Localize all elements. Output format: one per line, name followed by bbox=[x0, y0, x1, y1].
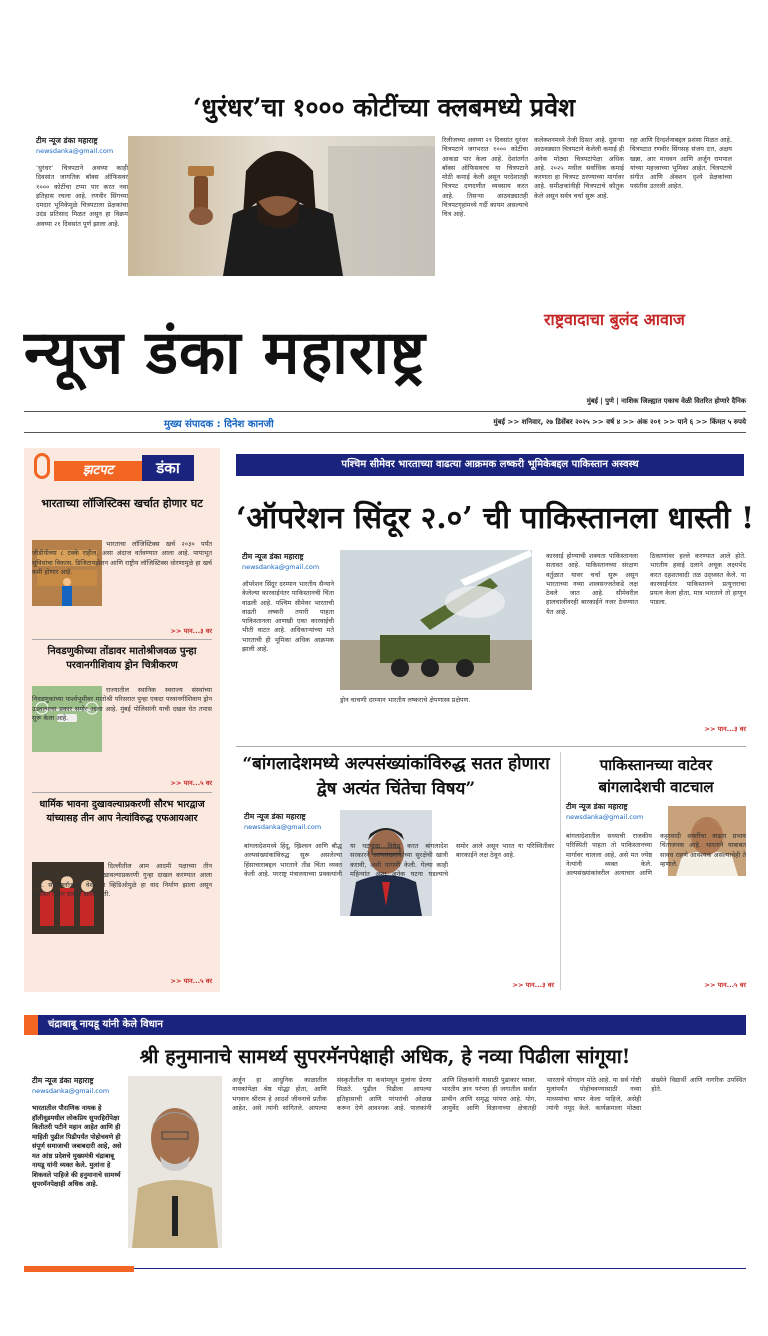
masthead-rule bbox=[24, 411, 746, 412]
main-story-more[interactable]: >> पान...३ वर bbox=[704, 725, 746, 733]
sidebar-divider bbox=[32, 639, 212, 640]
byline-email[interactable]: newsdanka@gmail.com bbox=[36, 147, 114, 155]
kicker-text: चंद्राबाबू नायडू यांनी केले विधान bbox=[48, 1019, 163, 1030]
paperclip-icon bbox=[34, 453, 50, 479]
main-story-col2: कारवाई होण्याची शक्यता पाकिस्तानला सतावत आहे. पाकिस्तानच्या संरक्षण वर्तुळात यावर चर्चा सुरू असून भारताच्या नव्या शस्त्रसज्जतेकडे लक्ष ठेवले जात आहे. सीमेवरील हालचालींवरही बारकाईने नजर ठेवण्यात येत आहे. bbox=[546, 552, 638, 616]
masthead-editor: मुख्य संपादक : दिनेश कानजी bbox=[164, 419, 274, 430]
hanuman-kicker bbox=[24, 1015, 746, 1035]
byline-text: टीम न्यूज डंका महाराष्ट्र bbox=[32, 1076, 94, 1085]
pakistan-body: बांगलादेशातील सध्याची राजकीय परिस्थिती पाहता तो पाकिस्तानच्या मार्गावर चालला आहे, असे मत ज्येष्ठ नेत्यांनी व्यक्त केले. अल्पसंख्यांकांवरील अत्याचार आणि कट्टरवादी शक्तींचा वाढता प्रभाव चिंताजनक आहे. भारताने याबाबत सावध राहणे आवश्यक असल्याचेही ते म्हणाले. bbox=[566, 832, 746, 878]
sidebar-item-2-more[interactable]: >> पान...५ वर bbox=[170, 779, 212, 787]
top-story-col2: रिलीजच्या अवघ्या २१ दिवसांत धुरंधर चित्रपटाने जगभरात १००० कोटींचा आकडा पार केला आहे. देशांतर्गत बॉक्स ऑफिसवरच या चित्रपटाने मोठी कमाई केली असून परदेशातही चित्रपट दणदणीत व्यवसाय करत आहे. तिसऱ्या आठवड्यातही चित्रपटगृहांमध्ये गर्दी कायम असल्याचे चित्र आहे. bbox=[442, 136, 528, 219]
hanuman-body: अर्जुन हा आधुनिक काळातील नायकांपेक्षा श्रेष्ठ योद्धा होता, आणि भगवान श्रीराम हे आदर्श जीवनाचे प्रतीक आहेत, असे त्यांनी सांगितले. आपल्या संस्कृतीतील या कथांमधून मुलांना प्रेरणा मिळते. पुढील पिढीला आपल्या इतिहासाची आणि परंपरांची ओळख करून देणे आवश्यक आहे. पालकांनी आणि शिक्षकांनी यासाठी पुढाकार घ्यावा. भारतीय ज्ञान परंपरा ही जगातील सर्वात प्राचीन आणि समृद्ध परंपरा आहे. योग, आयुर्वेद आणि विज्ञानाच्या क्षेत्रातही भारताचे योगदान मोठे आहे. या सर्व गोष्टी मुलांपर्यंत पोहोचवण्यासाठी नव्या माध्यमांचा वापर केला पाहिजे, असेही त्यांनी नमूद केले. कार्यक्रमाला मोठ्या संख्येने विद्यार्थी आणि नागरिक उपस्थित होते. bbox=[232, 1076, 746, 1112]
bangladesh-headline: “बांगलादेशमध्ये अल्पसंख्यांकांविरुद्ध सतत होणारा द्वेष अत्यंत चिंतेचा विषय” bbox=[242, 754, 550, 799]
sidebar-item-1-headline: भारताच्या लॉजिस्टिक्स खर्चात होणार घट bbox=[41, 497, 203, 510]
main-story-col1: ऑपरेशन सिंदूर दरम्यान भारतीय सैन्याने केलेल्या कारवाईनंतर पाकिस्तानची चिंता वाढली आहे. पश्चिम सीमेवर भारताची वाढती लष्करी तयारी पाहता पाकिस्तानला आणखी एका कारवाईची भीती वाटत आहे. अधिकाऱ्यांच्या मते भारताची ही भूमिका अधिक आक्रमक झाली आहे. bbox=[242, 580, 334, 654]
sidebar-item-3-more[interactable]: >> पान...५ वर bbox=[170, 977, 212, 985]
hanuman-headline: श्री हनुमानाचे सामर्थ्य सुपरमॅनपेक्षाही अधिक, हे नव्या पिढीला सांगूया! bbox=[139, 1045, 631, 1068]
sidebar-item-3-headline: धार्मिक भावना दुखावल्याप्रकरणी सौरभ भारद्वाज यांच्यासह तीन आप नेत्यांविरुद्ध एफआयआर bbox=[39, 799, 205, 824]
pakistan-byline bbox=[566, 802, 662, 822]
bangladesh-byline bbox=[244, 812, 336, 832]
byline-text: टीम न्यूज डंका महाराष्ट्र bbox=[242, 552, 304, 561]
bangladesh-body: बांगलादेशमध्ये हिंदू, ख्रिश्चन आणि बौद्ध अल्पसंख्यांकांविरुद्ध सुरू असलेल्या हिंसाचाराबद्दल भारताने तीव्र चिंता व्यक्त केली आहे. परराष्ट्र मंत्रालयाच्या प्रवक्त्यांनी या घटनांचा निषेध करत बांगलादेश सरकारने अल्पसंख्यांकांच्या सुरक्षेची खात्री करावी, अशी मागणी केली. गेल्या काही महिन्यांत अशा अनेक घटना घडल्याचे समोर आले असून भारत या परिस्थितीवर बारकाईने लक्ष ठेवून आहे. bbox=[244, 842, 554, 878]
missile-launch-photo bbox=[340, 550, 532, 690]
danka-label: डंका bbox=[142, 455, 194, 481]
top-story-col4: रहा आणि दिग्दर्शनाबद्दल प्रशंसा मिळत आहे. चित्रपटात रणवीर सिंगसह संजय दत्त, अक्षय खन्ना, आर माधवन आणि अर्जुन रामपाल यांच्या महत्त्वाच्या भूमिका आहेत. चित्रपटाचे संगीत आणि ॲक्शन दृश्ये प्रेक्षकांच्या पसंतीस उतरली आहेत. bbox=[630, 136, 732, 191]
top-story-col3: कलेक्शनमध्ये तेजी दिसत आहे. दुसऱ्या आठवड्यात चित्रपटाने केलेली कमाई ही अनेक मोठ्या चित्रपटांपेक्षा अधिक आहे. २०२५ मधील सर्वाधिक कमाई करणारा हा चित्रपट ठरण्याच्या मार्गावर आहे. समीक्षकांनीही चित्रपटाचे कौतुक केले असून सर्वत्र चर्चा सुरू आहे. bbox=[534, 136, 624, 200]
byline-text: टीम न्यूज डंका महाराष्ट्र bbox=[244, 812, 306, 821]
sidebar-item-1-more[interactable]: >> पान...३ वर bbox=[170, 627, 212, 635]
sidebar-divider bbox=[32, 792, 212, 793]
main-story-byline bbox=[242, 552, 334, 572]
masthead-title: न्यूज डंका महाराष्ट्र bbox=[24, 318, 426, 388]
hanuman-lead: भारतातील पौराणिक नायक हे हॉलीवूडमधील लोकप्रिय सुपरहिरोंपेक्षा कितीतरी पटीने महान आहेत आणि ही माहिती पुढील पिढीपर्यंत पोहोचवणे ही संपूर्ण समाजाची जबाबदारी आहे, असे मत आंध्र प्रदेशचे मुख्यमंत्री चंद्राबाबू नायडू यांनी व्यक्त केले. मुलांना हे शिकवले पाहिजे की हनुमानाचे सामर्थ्य सुपरमॅनपेक्षाही अधिक आहे. bbox=[32, 1104, 122, 1188]
bottom-accent-bar bbox=[24, 1266, 134, 1272]
kicker-accent bbox=[24, 1015, 38, 1035]
byline-text: टीम न्यूज डंका महाराष्ट्र bbox=[36, 136, 98, 145]
sidebar-item-2-body: राज्यातील स्थानिक स्वराज्य संस्थांच्या निवडणुकांच्या पार्श्वभूमीवर मातोश्री परिसरात पुन्हा एकदा परवानगीशिवाय ड्रोन उडवल्याचा प्रकार समोर आला आहे. मुंबई पोलिसांनी याची दखल घेत तपास सुरू केला आहे. bbox=[32, 686, 212, 722]
column-divider bbox=[560, 752, 561, 990]
bottom-rule bbox=[134, 1268, 746, 1269]
byline-email[interactable]: newsdanka@gmail.com bbox=[32, 1087, 110, 1095]
byline-email[interactable]: newsdanka@gmail.com bbox=[244, 823, 322, 831]
zatpat-logo bbox=[28, 453, 216, 483]
dhurandhar-photo bbox=[128, 136, 435, 276]
byline-text: टीम न्यूज डंका महाराष्ट्र bbox=[566, 802, 628, 811]
main-story-caption: ड्रोन चाचणी दरम्यान भारतीय लष्कराचे क्षेपणास्त्र प्रक्षेपण. bbox=[340, 696, 471, 704]
pakistan-more[interactable]: >> पान...५ वर bbox=[704, 981, 746, 989]
main-story-kicker: पश्चिम सीमेवर भारताच्या वाढत्या आक्रमक लष्करी भूमिकेबद्दल पाकिस्तान अस्वस्थ bbox=[236, 454, 744, 476]
top-story-byline bbox=[36, 136, 128, 156]
byline-email[interactable]: newsdanka@gmail.com bbox=[566, 813, 644, 821]
naidu-photo bbox=[128, 1076, 222, 1248]
masthead-dateline: मुंबई >> शनिवार, २७ डिसेंबर २०२५ >> वर्ष ४ >> अंक २०१ >> पाने ६ >> किंमत ५ रुपये bbox=[493, 418, 746, 426]
hanuman-byline bbox=[32, 1076, 128, 1096]
sidebar-item-1-body: भारताचा लॉजिस्टिक्स खर्च २०३० पर्यंत जीडीपीच्या ८ टक्के राहील, असा अंदाज वर्तवण्यात आला आहे. पायाभूत सुविधांचा विकास, डिजिटायझेशन आणि राष्ट्रीय लॉजिस्टिक्स धोरणामुळे हा खर्च कमी होणार आहे. bbox=[32, 540, 212, 576]
byline-email[interactable]: newsdanka@gmail.com bbox=[242, 563, 320, 571]
sidebar-item-2-headline: निवडणुकीच्या तोंडावर मातोश्रीजवळ पुन्हा परवानगीशिवाय ड्रोन चित्रीकरण bbox=[47, 646, 197, 671]
top-story-headline: ‘धुरंधर’चा १००० कोटींच्या क्लबमध्ये प्रवेश bbox=[192, 93, 576, 122]
masthead-tagline: राष्ट्रवादाचा बुलंद आवाज bbox=[544, 310, 685, 329]
section-divider bbox=[236, 746, 746, 747]
main-story-headline: ‘ऑपरेशन सिंदूर २.०’ ची पाकिस्तानला धास्ती ! bbox=[236, 501, 755, 536]
masthead-editions: मुंबई | पुणे | नाशिक जिल्ह्यात एकाच वेळी वितरित होणारे दैनिक bbox=[586, 397, 746, 405]
bangladesh-more[interactable]: >> पान...३ वर bbox=[512, 981, 554, 989]
main-story-col3: ठिकाणांवर हल्ले करण्यात आले होते. भारतीय हवाई दलाने अचूक लक्ष्यभेद करत दहशतवादी तळ उद्ध्वस्त केले. या कारवाईनंतर पाकिस्तानने प्रत्युत्तराचा प्रयत्न केला होता, मात्र भारताने तो हाणून पाडला. bbox=[650, 552, 746, 607]
pakistan-headline: पाकिस्तानच्या वाटेवर बांगलादेशची वाटचाल bbox=[598, 756, 714, 796]
top-story-col1: ‘धुरंधर’ चित्रपटाने अवघ्या काही दिवसांत जागतिक बॉक्स ऑफिसवर १००० कोटींचा टप्पा पार करत नवा इतिहास रचला आहे. रणवीर सिंगच्या दमदार भूमिकेमुळे चित्रपटाला प्रेक्षकांचा उदंड प्रतिसाद मिळत असून हा विक्रम अवघ्या २१ दिवसांत पूर्ण झाला आहे. bbox=[36, 164, 128, 228]
masthead-rule-bottom bbox=[24, 432, 746, 433]
zatpat-label: झटपट bbox=[54, 461, 142, 481]
sidebar-item-3-body: दिल्लीतील आम आदमी पक्षाच्या तीन नेत्यांविरुद्ध धार्मिक भावना दुखावल्याप्रकरणी गुन्हा दाखल करण्यात आला आहे. सांताक्लॉजच्या वेशातील व्हिडिओमुळे हा वाद निर्माण झाला असून याबाबत तक्रार दाखल झाली होती. bbox=[32, 862, 212, 898]
